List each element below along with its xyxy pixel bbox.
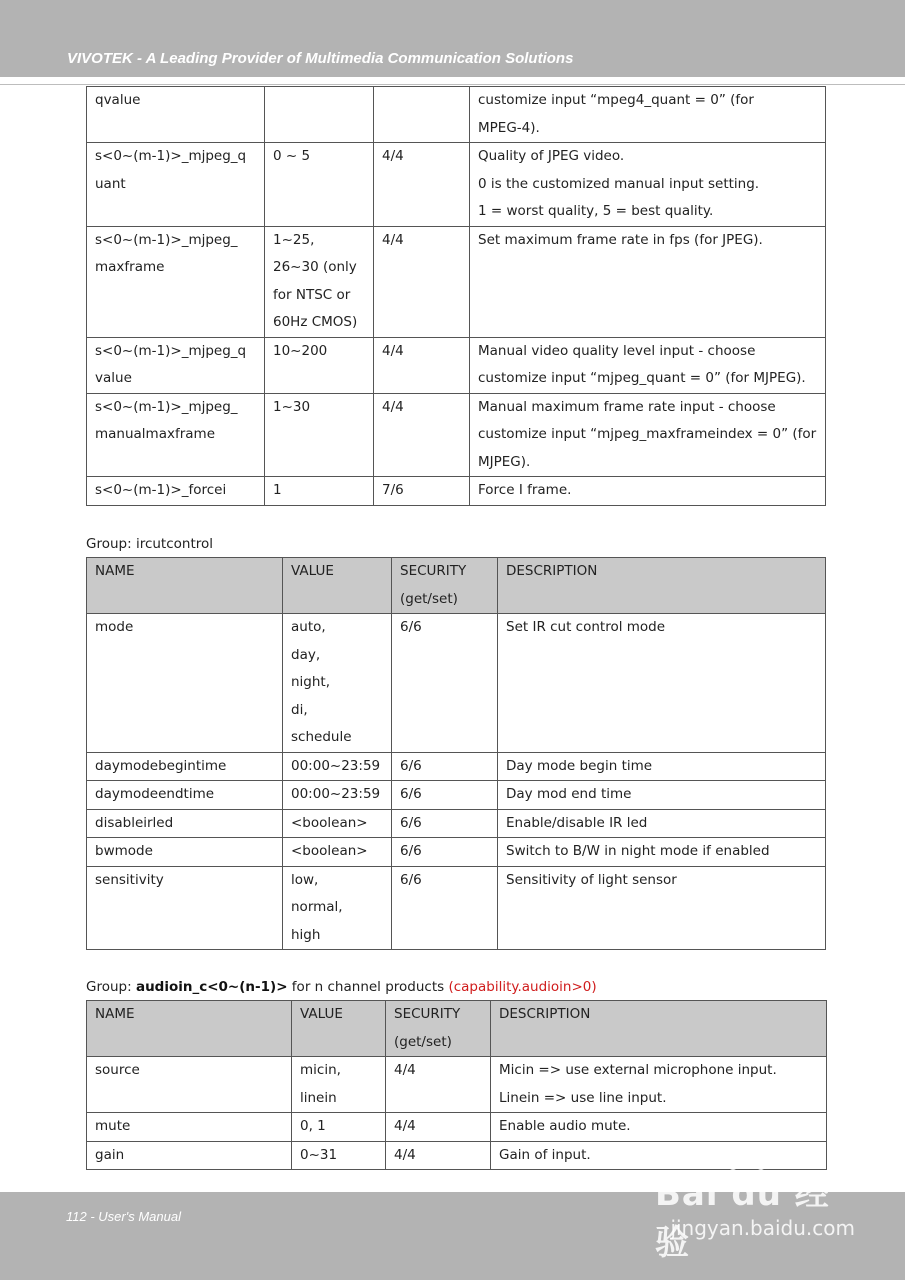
param-description: Set IR cut control mode: [498, 614, 826, 753]
table-row: [87, 393, 826, 477]
table-row: [87, 1113, 827, 1142]
column-header-name: NAME: [87, 1001, 292, 1057]
param-description: Enable/disable IR led: [498, 809, 826, 838]
param-security: [374, 87, 470, 143]
group-scope: for n channel products: [287, 979, 449, 995]
column-header-description: DESCRIPTION: [491, 1001, 827, 1057]
param-value: 1~30: [265, 393, 374, 477]
table-header-row: [87, 1001, 827, 1057]
param-name: disableirled: [87, 809, 283, 838]
page-header: [0, 0, 905, 77]
param-name: daymodeendtime: [87, 781, 283, 810]
header-title: VIVOTEK - A Leading Provider of Multimedia Communication Solutions: [67, 50, 574, 67]
table-row: [87, 143, 826, 227]
table-row: [87, 752, 826, 781]
table-row: [87, 226, 826, 337]
param-security: 4/4: [386, 1057, 491, 1113]
param-value: <boolean>: [283, 809, 392, 838]
param-name: s<0~(m-1)>_mjpeg_ maxframe: [87, 226, 265, 337]
param-value: <boolean>: [283, 838, 392, 867]
param-description: customize input “mpeg4_quant = 0” (for MPEG-4).: [470, 87, 826, 143]
param-name: mode: [87, 614, 283, 753]
param-description: Day mod end time: [498, 781, 826, 810]
param-name: s<0~(m-1)>_mjpeg_ manualmaxframe: [87, 393, 265, 477]
table-header-row: [87, 558, 826, 614]
param-description: Enable audio mute.: [491, 1113, 827, 1142]
table-row: [87, 809, 826, 838]
param-name: bwmode: [87, 838, 283, 867]
table-audioin: [86, 1000, 827, 1170]
param-value: 10~200: [265, 337, 374, 393]
column-header-description: DESCRIPTION: [498, 558, 826, 614]
table-ircutcontrol: [86, 557, 826, 950]
group-label-ircutcontrol: Group: ircutcontrol: [86, 536, 214, 552]
param-description: Micin => use external microphone input. Linein => use line input.: [491, 1057, 827, 1113]
table-row: [87, 87, 826, 143]
param-name: qvalue: [87, 87, 265, 143]
param-name: sensitivity: [87, 866, 283, 950]
column-header-name: NAME: [87, 558, 283, 614]
param-value: 1: [265, 477, 374, 506]
param-description: Switch to B/W in night mode if enabled: [498, 838, 826, 867]
param-name: s<0~(m-1)>_mjpeg_q value: [87, 337, 265, 393]
table-row: [87, 477, 826, 506]
column-header-security: SECURITY (get/set): [386, 1001, 491, 1057]
table-video-params: [86, 86, 826, 506]
param-value: 1~25, 26~30 (only for NTSC or 60Hz CMOS): [265, 226, 374, 337]
param-value: 00:00~23:59: [283, 752, 392, 781]
table-row: [87, 838, 826, 867]
param-value: 00:00~23:59: [283, 781, 392, 810]
param-value: [265, 87, 374, 143]
param-security: 6/6: [392, 752, 498, 781]
column-header-value: VALUE: [283, 558, 392, 614]
param-security: 4/4: [374, 393, 470, 477]
table-row: [87, 614, 826, 753]
param-security: 6/6: [392, 809, 498, 838]
param-name: gain: [87, 1141, 292, 1170]
group-name: audioin_c<0~(n-1)>: [135, 979, 288, 995]
param-security: 4/4: [386, 1141, 491, 1170]
param-security: 7/6: [374, 477, 470, 506]
param-name: s<0~(m-1)>_mjpeg_q uant: [87, 143, 265, 227]
param-description: Manual maximum frame rate input - choose customize input “mjpeg_maxframeindex = 0” (for MJPEG).: [470, 393, 826, 477]
param-description: Gain of input.: [491, 1141, 827, 1170]
param-name: daymodebegintime: [87, 752, 283, 781]
param-security: 4/4: [386, 1113, 491, 1142]
param-security: 4/4: [374, 337, 470, 393]
param-value: 0~31: [292, 1141, 386, 1170]
param-value: 0 ~ 5: [265, 143, 374, 227]
table-row: [87, 337, 826, 393]
table-row: [87, 781, 826, 810]
watermark-url: jingyan.baidu.com: [670, 1216, 855, 1240]
table-row: [87, 866, 826, 950]
param-value: auto, day, night, di, schedule: [283, 614, 392, 753]
param-security: 4/4: [374, 226, 470, 337]
param-description: Quality of JPEG video. 0 is the customized manual input setting. 1 = worst quality, 5 = best quality.: [470, 143, 826, 227]
param-description: Day mode begin time: [498, 752, 826, 781]
param-description: Sensitivity of light sensor: [498, 866, 826, 950]
column-header-value: VALUE: [292, 1001, 386, 1057]
param-name: source: [87, 1057, 292, 1113]
param-value: 0, 1: [292, 1113, 386, 1142]
watermark-logo-text: Bai du 经验: [655, 1174, 830, 1263]
param-description: Force I frame.: [470, 477, 826, 506]
group-label-audioin: [86, 977, 597, 997]
group-prefix: Group:: [86, 979, 136, 995]
param-description: Manual video quality level input - choose customize input “mjpeg_quant = 0” (for MJPEG).: [470, 337, 826, 393]
header-divider: [0, 84, 905, 85]
param-security: 6/6: [392, 781, 498, 810]
param-description: Set maximum frame rate in fps (for JPEG).: [470, 226, 826, 337]
param-value: micin, linein: [292, 1057, 386, 1113]
group-capability: (capability.audioin>0): [448, 979, 597, 995]
baidu-watermark: [655, 1150, 855, 1263]
param-name: s<0~(m-1)>_forcei: [87, 477, 265, 506]
param-security: 6/6: [392, 866, 498, 950]
page-number-label: 112 - User's Manual: [66, 1209, 181, 1224]
param-security: 4/4: [374, 143, 470, 227]
table-row: [87, 1057, 827, 1113]
param-value: low, normal, high: [283, 866, 392, 950]
param-name: mute: [87, 1113, 292, 1142]
param-security: 6/6: [392, 614, 498, 753]
param-security: 6/6: [392, 838, 498, 867]
column-header-security: SECURITY (get/set): [392, 558, 498, 614]
